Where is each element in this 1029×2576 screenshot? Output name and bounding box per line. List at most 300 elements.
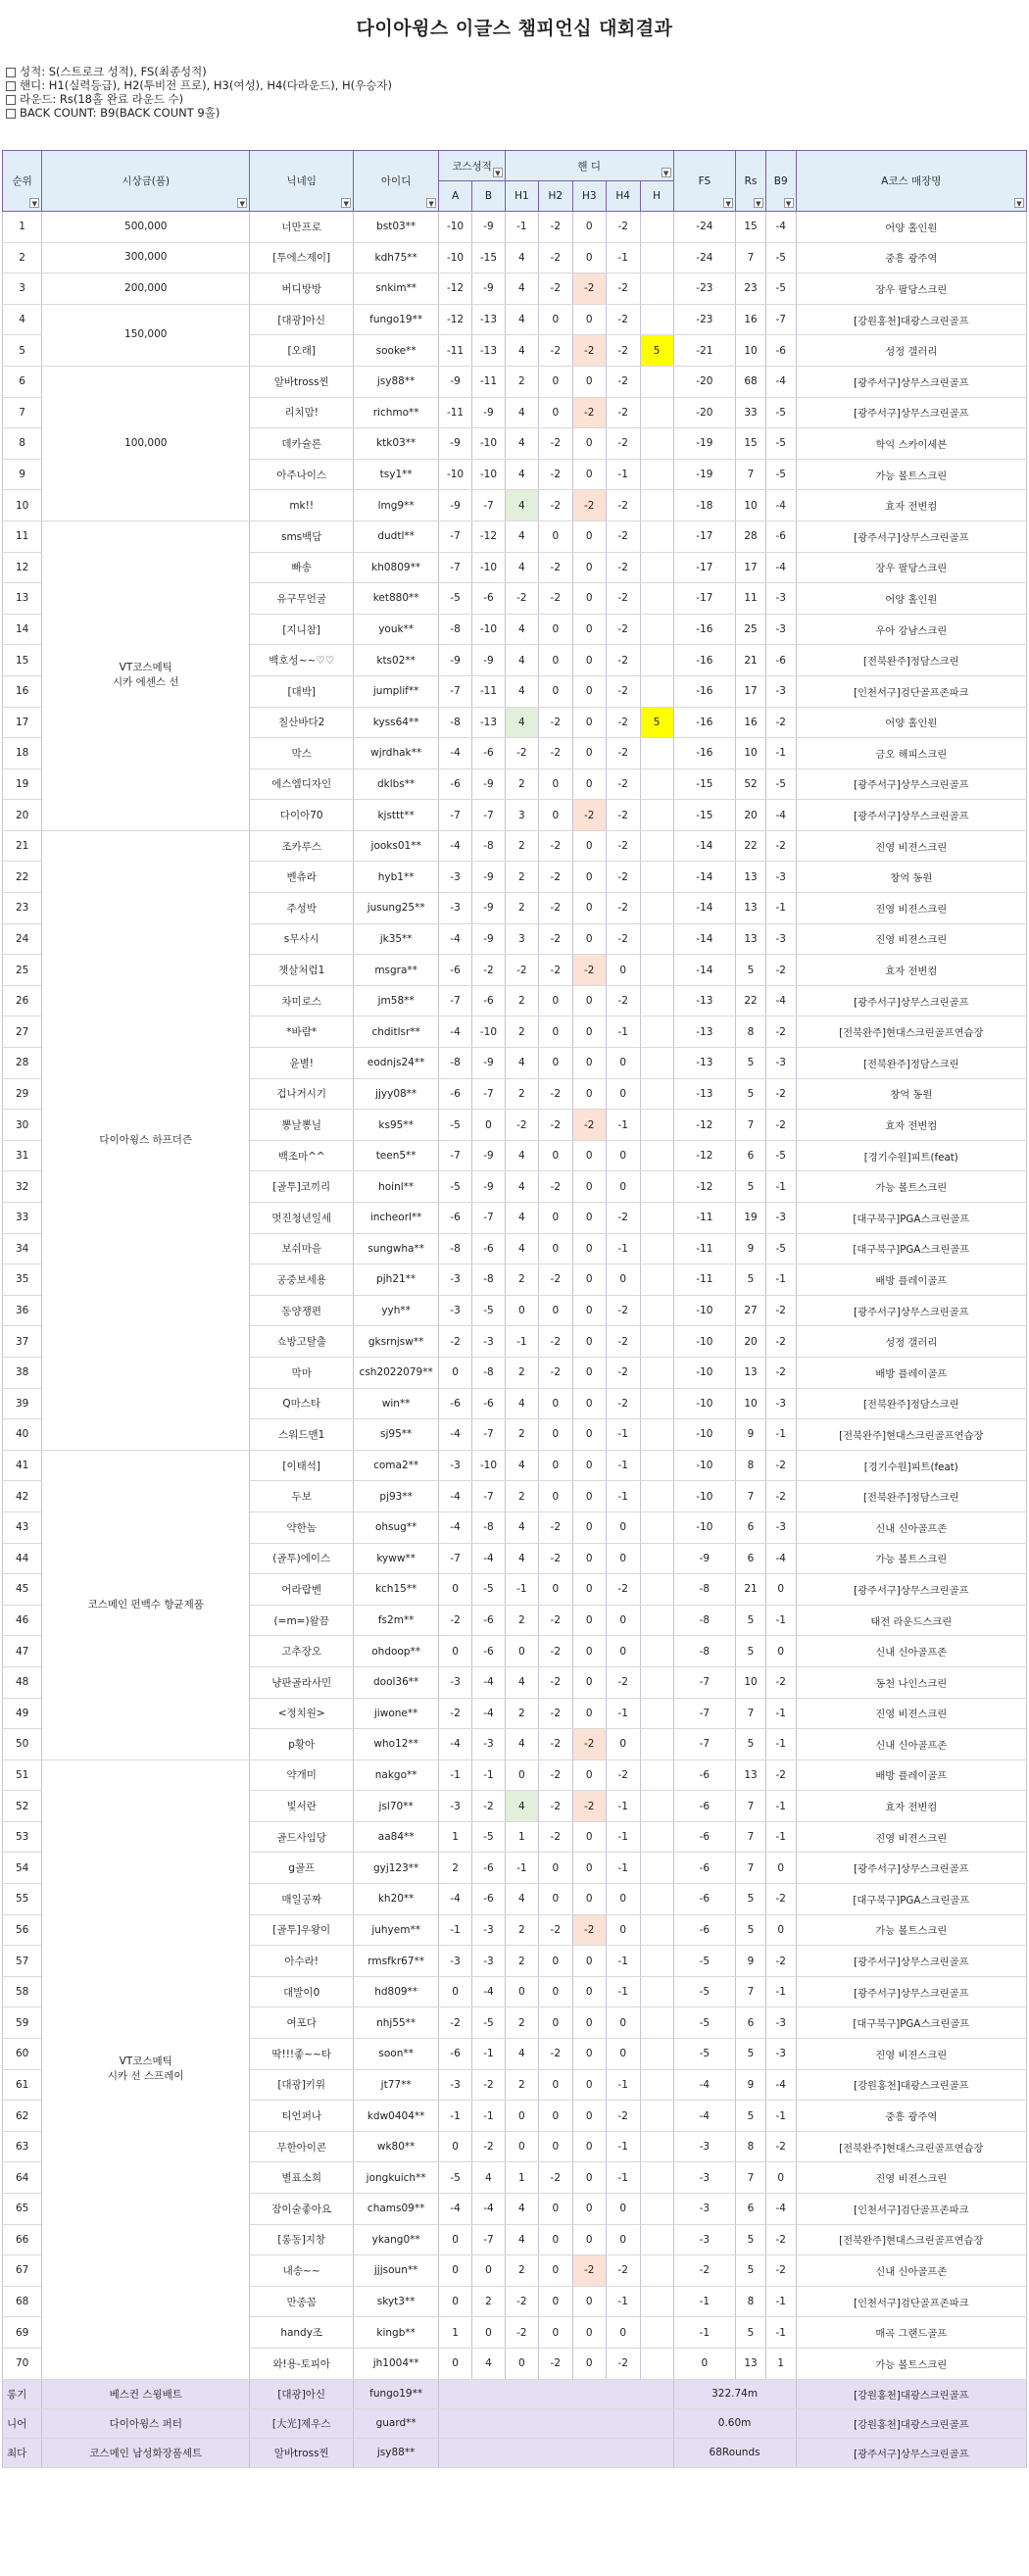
col-header-h2[interactable]: H2 <box>538 181 572 212</box>
filter-dropdown-icon[interactable]: ▼ <box>1014 198 1024 208</box>
cell-rank: 16 <box>3 675 42 707</box>
col-header-h[interactable]: H <box>640 181 673 212</box>
cell-nickname: 윤별! <box>250 1048 354 1079</box>
cell-back-nine: -3 <box>765 1048 796 1079</box>
cell-final-score: -17 <box>673 552 736 583</box>
cell-back-nine: -4 <box>765 800 796 831</box>
cell-handi-h1: 4 <box>505 1203 538 1234</box>
cell-store: 신내 신아골프존 <box>796 1511 1026 1543</box>
col-header-nickname[interactable]: 닉네임 ▼ <box>250 151 354 212</box>
cell-score-b: -15 <box>471 242 505 273</box>
cell-nickname: 동양쟁편 <box>250 1295 354 1326</box>
cell-handi-h2: 0 <box>538 304 572 335</box>
cell-back-nine: -2 <box>765 1450 796 1481</box>
cell-handi-h3: -2 <box>572 1110 606 1141</box>
table-row <box>3 242 1027 273</box>
cell-final-score: -18 <box>673 490 736 521</box>
cell-id: wk80** <box>354 2131 439 2162</box>
cell-rounds: 22 <box>736 985 766 1016</box>
cell-store: 금오 해피스크린 <box>796 738 1026 769</box>
cell-handi-h1: -1 <box>505 1326 538 1358</box>
table-row <box>3 304 1027 335</box>
cell-score-b: -5 <box>471 1295 505 1326</box>
cell-score-b: -1 <box>471 2039 505 2070</box>
cell-nickname: 약개미 <box>250 1759 354 1791</box>
col-header-b9[interactable]: B9 ▼ <box>765 151 796 212</box>
cell-nickname: [대박] <box>250 675 354 707</box>
cell-score-a: -9 <box>439 366 472 397</box>
cell-handi-h3: 0 <box>572 923 606 955</box>
cell-nickname: 공중보세용 <box>250 1264 354 1296</box>
cell-handi-h3: 0 <box>572 583 606 615</box>
cell-handi-h3: 0 <box>572 1203 606 1234</box>
cell-store: 효자 전변컴 <box>796 490 1026 521</box>
cell-nickname: 어라랍벤 <box>250 1574 354 1606</box>
cell-final-score: -5 <box>673 2039 736 2070</box>
cell-rounds: 33 <box>736 397 766 428</box>
cell-rounds: 5 <box>736 1048 766 1079</box>
cell-final-score: -6 <box>673 1821 736 1853</box>
cell-back-nine: -5 <box>765 428 796 460</box>
cell-rounds: 5 <box>736 1884 766 1915</box>
cell-handi-h3: 0 <box>572 2007 606 2039</box>
col-header-store[interactable]: A코스 매장명 ▼ <box>796 151 1026 212</box>
cell-store: 진영 비젼스크린 <box>796 1821 1026 1853</box>
cell-rounds: 9 <box>736 1419 766 1451</box>
cell-handi-h1: -2 <box>505 583 538 615</box>
cell-id: kh20** <box>354 1884 439 1915</box>
cell-final-score: -10 <box>673 1295 736 1326</box>
cell-score-b: 4 <box>471 2348 505 2379</box>
cell-id: jumplif** <box>354 675 439 707</box>
cell-handi-h2: -2 <box>538 2162 572 2194</box>
cell-handi-h4: -1 <box>606 1481 640 1512</box>
cell-score-a: -6 <box>439 1078 472 1110</box>
cell-score-b: -8 <box>471 1357 505 1388</box>
filter-dropdown-icon[interactable]: ▼ <box>29 198 39 208</box>
cell-final-score: -17 <box>673 583 736 615</box>
cell-handi-h2: 0 <box>538 1388 572 1419</box>
filter-dropdown-icon[interactable]: ▼ <box>723 198 733 208</box>
cell-score-a: -10 <box>439 212 472 243</box>
cell-handi-h3: 0 <box>572 1481 606 1512</box>
cell-rounds: 7 <box>736 1976 766 2007</box>
cell-score-b: -10 <box>471 1450 505 1481</box>
cell-store: [인천서구]검단골프존파크 <box>796 2194 1026 2225</box>
cell-rank: 61 <box>3 2069 42 2101</box>
cell-handi-h4: -1 <box>606 1976 640 2007</box>
cell-store: [전북완주]정담스크린 <box>796 1481 1026 1512</box>
cell-final-score: -8 <box>673 1605 736 1636</box>
cell-handi-h4: -2 <box>606 862 640 893</box>
cell-final-score: -10 <box>673 1511 736 1543</box>
cell-rank: 3 <box>3 273 42 305</box>
cell-score-a: -3 <box>439 1791 472 1822</box>
cell-back-nine: -1 <box>765 2317 796 2349</box>
award-id: guard** <box>354 2408 439 2438</box>
cell-score-a: 0 <box>439 1357 472 1388</box>
cell-nickname: 별표소희 <box>250 2162 354 2194</box>
cell-final-score: -5 <box>673 1946 736 1977</box>
cell-rank: 6 <box>3 366 42 397</box>
award-blank <box>439 2379 674 2408</box>
cell-handi-h2: 0 <box>538 520 572 552</box>
cell-score-b: -8 <box>471 1264 505 1296</box>
cell-id: eodnjs24** <box>354 1048 439 1079</box>
cell-store: 동천 나인스크린 <box>796 1666 1026 1698</box>
cell-final-score: -3 <box>673 2162 736 2194</box>
cell-rank: 67 <box>3 2255 42 2287</box>
cell-store: [인천서구]검단골프존파크 <box>796 2286 1026 2317</box>
award-blank <box>439 2438 674 2467</box>
table-row <box>3 520 1027 552</box>
cell-id: kyss64** <box>354 707 439 738</box>
cell-handi-h2: -2 <box>538 1914 572 1946</box>
cell-rank: 68 <box>3 2286 42 2317</box>
results-body <box>3 212 1027 2468</box>
cell-handi-h2: 0 <box>538 2224 572 2255</box>
cell-back-nine: -4 <box>765 490 796 521</box>
cell-score-a: -7 <box>439 800 472 831</box>
cell-score-a: -8 <box>439 707 472 738</box>
cell-id: jusung25** <box>354 893 439 924</box>
cell-score-a: -11 <box>439 335 472 367</box>
cell-handi-h1: 2 <box>505 1078 538 1110</box>
cell-back-nine: -4 <box>765 2069 796 2101</box>
cell-back-nine: -5 <box>765 1140 796 1171</box>
award-label: 니어 <box>3 2408 42 2438</box>
cell-id: dudtl** <box>354 520 439 552</box>
cell-store: 배방 플레이골프 <box>796 1264 1026 1296</box>
cell-nickname: p황아 <box>250 1729 354 1760</box>
cell-score-b: -13 <box>471 707 505 738</box>
cell-rank: 38 <box>3 1357 42 1388</box>
cell-handi-h4: -2 <box>606 552 640 583</box>
cell-handi-h1: 4 <box>505 1884 538 1915</box>
cell-back-nine: -3 <box>765 1203 796 1234</box>
cell-nickname: 주성박 <box>250 893 354 924</box>
cell-handi-h3: 0 <box>572 242 606 273</box>
cell-handi-h2: -2 <box>538 1543 572 1574</box>
cell-handi-h1: 4 <box>505 428 538 460</box>
cell-rank: 21 <box>3 830 42 862</box>
cell-handi-h4: 0 <box>606 1914 640 1946</box>
cell-score-b: -3 <box>471 1946 505 1977</box>
cell-handi-h2: -2 <box>538 2039 572 2070</box>
cell-handi-h3: 0 <box>572 2162 606 2194</box>
cell-handi-h4: -2 <box>606 830 640 862</box>
cell-rounds: 13 <box>736 1357 766 1388</box>
award-store: [광주서구]상무스크린골프 <box>796 2438 1026 2467</box>
cell-score-b: -6 <box>471 1636 505 1667</box>
cell-score-b: -4 <box>471 1666 505 1698</box>
cell-handi-h2: 0 <box>538 614 572 645</box>
cell-rank: 69 <box>3 2317 42 2349</box>
cell-back-nine: -3 <box>765 1511 796 1543</box>
cell-handi-h2: -2 <box>538 1666 572 1698</box>
cell-score-b: -6 <box>471 1388 505 1419</box>
cell-rank: 47 <box>3 1636 42 1667</box>
cell-nickname: 두보 <box>250 1481 354 1512</box>
cell-handi-h2: -2 <box>538 1821 572 1853</box>
cell-back-nine: -1 <box>765 1264 796 1296</box>
award-blank <box>439 2408 674 2438</box>
cell-id: nakgo** <box>354 1759 439 1791</box>
filter-dropdown-icon[interactable]: ▼ <box>237 198 247 208</box>
cell-score-a: -4 <box>439 1884 472 1915</box>
cell-handi-h <box>640 985 673 1016</box>
cell-handi-h2: -2 <box>538 830 572 862</box>
cell-handi-h4: -2 <box>606 800 640 831</box>
cell-handi-h4: 0 <box>606 1605 640 1636</box>
cell-handi-h <box>640 2224 673 2255</box>
cell-back-nine: -5 <box>765 242 796 273</box>
col-header-h4[interactable]: H4 <box>606 181 640 212</box>
cell-handi-h3: 0 <box>572 366 606 397</box>
cell-rank: 30 <box>3 1110 42 1141</box>
cell-handi-h1: 2 <box>505 1016 538 1048</box>
cell-handi-h <box>640 645 673 676</box>
cell-handi-h3: -2 <box>572 1914 606 1946</box>
cell-back-nine: -1 <box>765 1791 796 1822</box>
cell-handi-h2: 0 <box>538 1140 572 1171</box>
cell-handi-h3: 0 <box>572 2069 606 2101</box>
cell-rank: 18 <box>3 738 42 769</box>
cell-handi-h <box>640 738 673 769</box>
note-line: BACK COUNT: B9(BACK COUNT 9홀) <box>6 106 392 120</box>
cell-id: kdw0404** <box>354 2101 439 2132</box>
cell-score-a: -2 <box>439 1326 472 1358</box>
cell-nickname: mk!! <box>250 490 354 521</box>
cell-nickname: 대발이0 <box>250 1976 354 2007</box>
cell-score-b: 2 <box>471 2286 505 2317</box>
cell-handi-h4: -2 <box>606 490 640 521</box>
cell-handi-h3: -2 <box>572 800 606 831</box>
cell-score-a: -5 <box>439 1171 472 1203</box>
cell-handi-h4: -2 <box>606 1388 640 1419</box>
cell-score-a: 0 <box>439 2348 472 2379</box>
cell-handi-h <box>640 2194 673 2225</box>
cell-handi-h2: 0 <box>538 1976 572 2007</box>
cell-handi-h1: 2 <box>505 893 538 924</box>
cell-handi-h1: -2 <box>505 955 538 986</box>
cell-rounds: 21 <box>736 645 766 676</box>
col-header-h3[interactable]: H3 <box>572 181 606 212</box>
cell-back-nine: -3 <box>765 1388 796 1419</box>
cell-rank: 15 <box>3 645 42 676</box>
cell-back-nine: -1 <box>765 1605 796 1636</box>
cell-nickname: 벤츄라 <box>250 862 354 893</box>
cell-score-a: 0 <box>439 1636 472 1667</box>
cell-score-b: -7 <box>471 2224 505 2255</box>
cell-rounds: 7 <box>736 2162 766 2194</box>
col-header-rank[interactable]: 순위 ▼ <box>3 151 42 212</box>
col-header-fs[interactable]: FS ▼ <box>673 151 736 212</box>
cell-score-b: -8 <box>471 1511 505 1543</box>
cell-handi-h3: 0 <box>572 1605 606 1636</box>
cell-final-score: -9 <box>673 1543 736 1574</box>
cell-handi-h <box>640 893 673 924</box>
cell-prize: 코스메인 펀백수 향균제품 <box>42 1450 250 1759</box>
cell-score-a: -10 <box>439 459 472 490</box>
cell-rounds: 6 <box>736 2007 766 2039</box>
cell-score-a: 2 <box>439 1853 472 1884</box>
cell-score-b: -5 <box>471 1821 505 1853</box>
cell-final-score: -12 <box>673 1140 736 1171</box>
cell-score-b: -1 <box>471 2101 505 2132</box>
cell-handi-h3: 0 <box>572 1419 606 1451</box>
cell-nickname: [골투]우왕이 <box>250 1914 354 1946</box>
cell-final-score: -10 <box>673 1419 736 1451</box>
cell-handi-h2: 0 <box>538 1946 572 1977</box>
cell-handi-h <box>640 2131 673 2162</box>
cell-store: 진영 비젼스크린 <box>796 2162 1026 2194</box>
cell-nickname: [지니참] <box>250 614 354 645</box>
cell-handi-h1: 2 <box>505 2069 538 2101</box>
cell-id: wjrdhak** <box>354 738 439 769</box>
cell-score-b: -6 <box>471 1853 505 1884</box>
cell-handi-h3: 0 <box>572 1666 606 1698</box>
cell-score-a: -4 <box>439 1016 472 1048</box>
col-header-handi[interactable]: 핸 디 ▼ <box>505 151 673 181</box>
cell-back-nine: -2 <box>765 1946 796 1977</box>
cell-score-b: -11 <box>471 675 505 707</box>
cell-final-score: -7 <box>673 1698 736 1729</box>
cell-rounds: 6 <box>736 1543 766 1574</box>
col-header-b[interactable]: B <box>471 181 505 212</box>
cell-score-a: -9 <box>439 428 472 460</box>
cell-final-score: -6 <box>673 1759 736 1791</box>
cell-back-nine: -4 <box>765 552 796 583</box>
cell-handi-h <box>640 428 673 460</box>
cell-score-a: -7 <box>439 520 472 552</box>
cell-id: jt77** <box>354 2069 439 2101</box>
cell-nickname: 보쉬마을 <box>250 1233 354 1264</box>
cell-score-a: -12 <box>439 304 472 335</box>
cell-rounds: 19 <box>736 1203 766 1234</box>
cell-nickname: 백조마^^ <box>250 1140 354 1171</box>
cell-final-score: -10 <box>673 1357 736 1388</box>
col-header-a[interactable]: A <box>439 181 472 212</box>
cell-rank: 1 <box>3 212 42 243</box>
cell-handi-h4: 0 <box>606 955 640 986</box>
table-row <box>3 212 1027 243</box>
cell-handi-h1: 2 <box>505 1419 538 1451</box>
cell-score-a: -1 <box>439 2101 472 2132</box>
cell-score-b: 0 <box>471 2317 505 2349</box>
cell-score-a: -8 <box>439 1048 472 1079</box>
cell-handi-h4: 0 <box>606 1171 640 1203</box>
cell-nickname: 내송~~ <box>250 2255 354 2287</box>
cell-store: 성정 갤러리 <box>796 335 1026 367</box>
cell-handi-h2: 0 <box>538 1574 572 1606</box>
filter-dropdown-icon[interactable]: ▼ <box>662 168 671 177</box>
filter-dropdown-icon[interactable]: ▼ <box>426 198 436 208</box>
cell-handi-h <box>640 1729 673 1760</box>
cell-handi-h4: 0 <box>606 1140 640 1171</box>
cell-rank: 27 <box>3 1016 42 1048</box>
cell-handi-h3: 0 <box>572 1976 606 2007</box>
col-header-rs[interactable]: Rs ▼ <box>736 151 766 212</box>
cell-rounds: 7 <box>736 1853 766 1884</box>
cell-rounds: 13 <box>736 893 766 924</box>
cell-score-b: -8 <box>471 830 505 862</box>
cell-store: 가능 볼트스크린 <box>796 2348 1026 2379</box>
cell-rounds: 6 <box>736 2194 766 2225</box>
cell-store: 가능 볼트스크린 <box>796 1914 1026 1946</box>
cell-rank: 26 <box>3 985 42 1016</box>
cell-final-score: -14 <box>673 893 736 924</box>
cell-rank: 8 <box>3 428 42 460</box>
cell-id: chams09** <box>354 2194 439 2225</box>
cell-id: kjsttt** <box>354 800 439 831</box>
cell-score-b: -9 <box>471 212 505 243</box>
cell-id: ks95** <box>354 1110 439 1141</box>
cell-back-nine: 0 <box>765 1914 796 1946</box>
col-header-course[interactable]: 코스성적 ▼ <box>439 151 506 181</box>
cell-rank: 54 <box>3 1853 42 1884</box>
cell-handi-h <box>640 1976 673 2007</box>
cell-handi-h3: -2 <box>572 955 606 986</box>
cell-final-score: -10 <box>673 1326 736 1358</box>
filter-dropdown-icon[interactable]: ▼ <box>341 198 351 208</box>
col-header-id[interactable]: 아이디 ▼ <box>354 151 439 212</box>
cell-rank: 36 <box>3 1295 42 1326</box>
cell-nickname: 스워드맨1 <box>250 1419 354 1451</box>
cell-rank: 42 <box>3 1481 42 1512</box>
col-header-h1[interactable]: H1 <box>505 181 538 212</box>
checkbox-icon <box>6 81 16 91</box>
cell-handi-h4: -2 <box>606 1203 640 1234</box>
cell-handi-h2: 0 <box>538 366 572 397</box>
col-header-prize[interactable]: 시상금(품) ▼ <box>42 151 250 212</box>
cell-handi-h1: 3 <box>505 923 538 955</box>
cell-handi-h1: 2 <box>505 1946 538 1977</box>
cell-handi-h <box>640 490 673 521</box>
cell-handi-h <box>640 862 673 893</box>
cell-score-a: -12 <box>439 273 472 305</box>
cell-store: [경기수원]피트(feat) <box>796 1450 1026 1481</box>
cell-handi-h <box>640 2286 673 2317</box>
cell-rank: 51 <box>3 1759 42 1791</box>
cell-handi-h3: 0 <box>572 1636 606 1667</box>
cell-rounds: 25 <box>736 614 766 645</box>
cell-id: msgra** <box>354 955 439 986</box>
cell-back-nine: -4 <box>765 1543 796 1574</box>
cell-rank: 45 <box>3 1574 42 1606</box>
cell-nickname: 유구무언굴 <box>250 583 354 615</box>
cell-final-score: -6 <box>673 1853 736 1884</box>
cell-rounds: 5 <box>736 1914 766 1946</box>
cell-handi-h1: -1 <box>505 212 538 243</box>
cell-nickname: [롱동]지창 <box>250 2224 354 2255</box>
filter-dropdown-icon[interactable]: ▼ <box>784 198 794 208</box>
table-row <box>3 366 1027 397</box>
cell-final-score: -6 <box>673 1791 736 1822</box>
filter-dropdown-icon[interactable]: ▼ <box>493 168 503 177</box>
cell-handi-h4: 0 <box>606 1048 640 1079</box>
cell-back-nine: -2 <box>765 2224 796 2255</box>
cell-handi-h2: 0 <box>538 1481 572 1512</box>
cell-handi-h3: 0 <box>572 1821 606 1853</box>
cell-handi-h2: -2 <box>538 212 572 243</box>
cell-rounds: 7 <box>736 1481 766 1512</box>
cell-nickname: 뽕날뽕닐 <box>250 1110 354 1141</box>
cell-handi-h2: -2 <box>538 707 572 738</box>
filter-dropdown-icon[interactable]: ▼ <box>754 198 763 208</box>
award-prize: 다이아윙스 퍼터 <box>42 2408 250 2438</box>
cell-score-b: -6 <box>471 1884 505 1915</box>
